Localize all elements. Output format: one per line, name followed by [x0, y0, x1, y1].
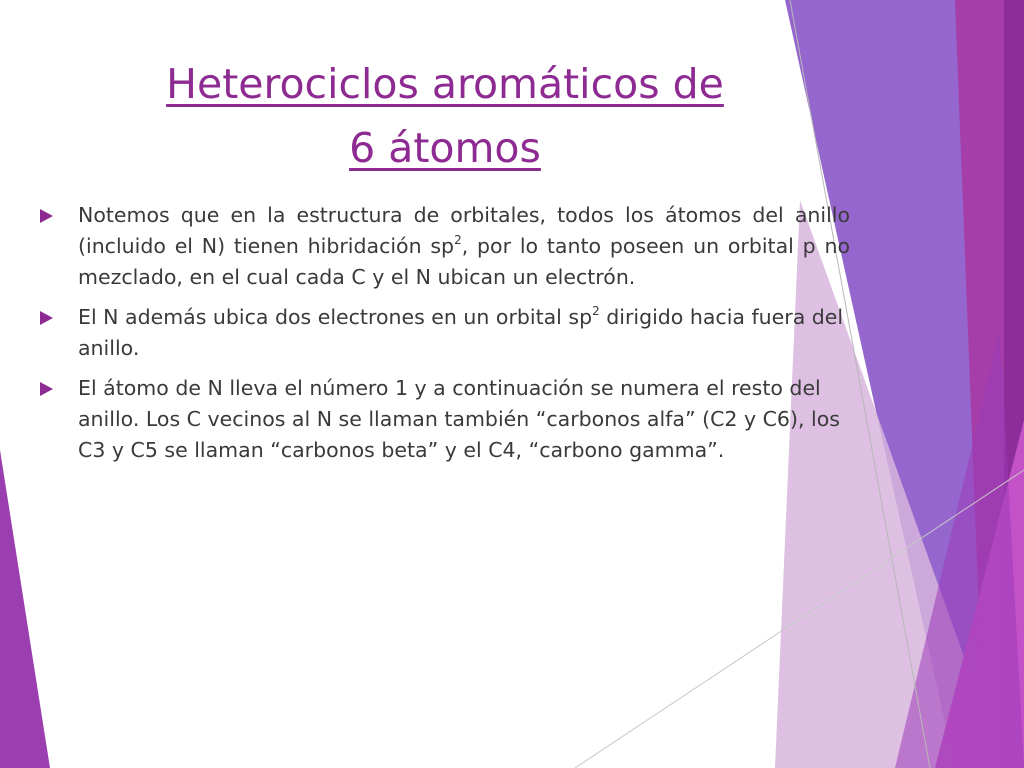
left-wedge-shape [0, 450, 50, 768]
triangle-bullet-icon [40, 382, 53, 396]
bullet-text: dirigido hacia fuera del anillo. [78, 305, 844, 360]
bullet-item-electrons [38, 302, 850, 364]
bullet-text: , por lo tanto poseen un orbital p no mezclado, en el cual cada C y el N ubican un electrón. [78, 234, 850, 289]
triangle-bullet-icon [40, 209, 53, 223]
bullet-item-orbitals [38, 200, 850, 293]
bullet-text: Notemos que en la estructura de orbitales, todos los átomos del anillo (incluido el N) tienen hibridación sp [78, 203, 850, 258]
bullet-text: El N además ubica dos electrones en un orbital sp [78, 305, 593, 329]
title-line-2: 6 átomos [349, 124, 541, 172]
triangle-bullet-icon [40, 311, 53, 325]
slide-title [60, 52, 830, 180]
title-line-1: Heterociclos aromáticos de [166, 60, 724, 108]
bullet-list [38, 200, 850, 475]
superscript: 2 [454, 233, 462, 248]
superscript: 2 [592, 304, 600, 319]
bullet-item-numbering [38, 373, 850, 466]
bullet-text: El átomo de N lleva el número 1 y a continuación se numera el resto del anillo. Los C vecinos al N se llaman también “carbonos alfa” (C2 y C6), los C3 y C5 se llaman “carbonos beta” y el C4, “carbono gamma”. [78, 376, 840, 462]
